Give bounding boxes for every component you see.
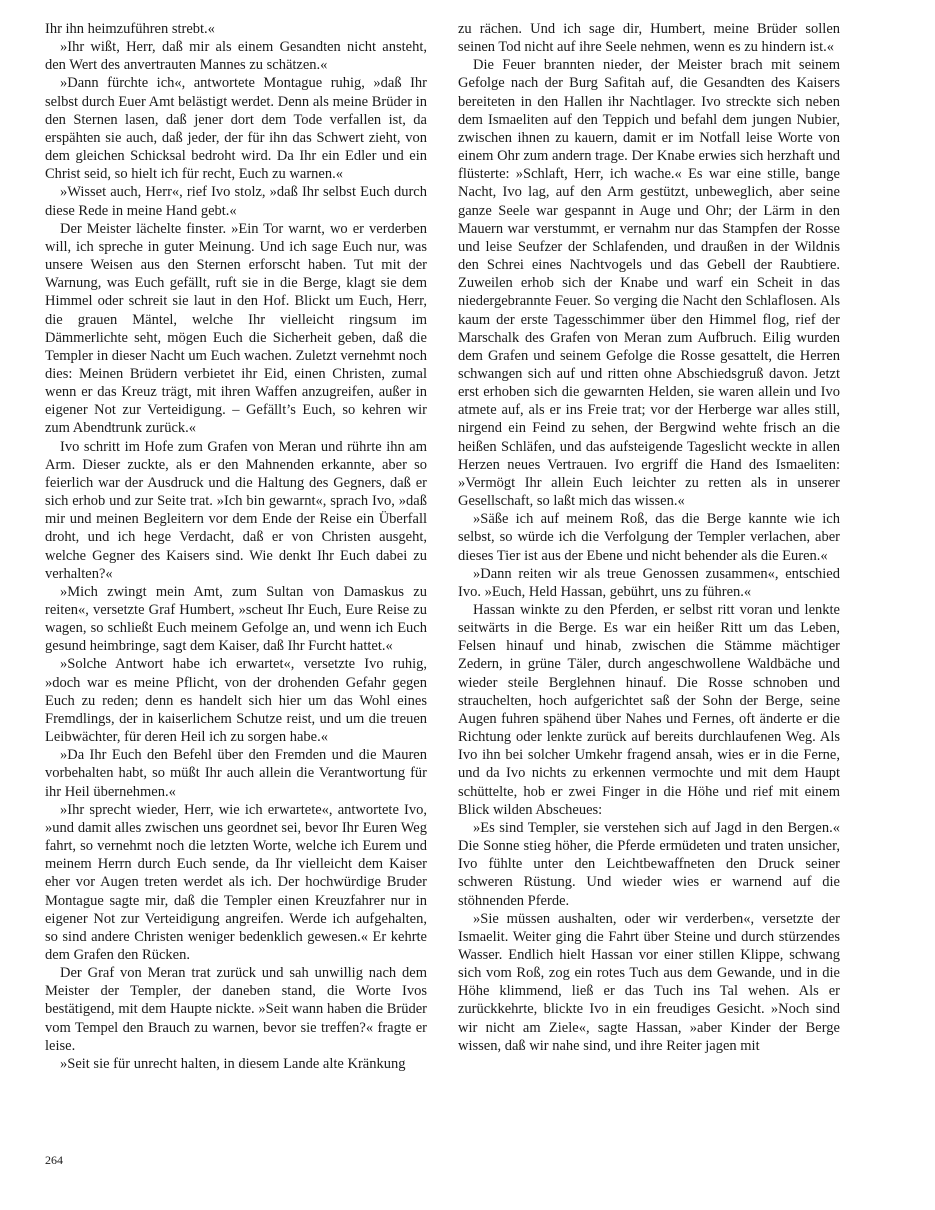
paragraph: »Dann fürchte ich«, antwortete Montague ruhig, »daß Ihr selbst durch Euer Amt belästigt werdet. Denn als meine Brüder in den Sternen lasen, daß jener dort dem Tode verfallen ist, da erspähten sie auch, daß jeder, der für ihn das Schwert zieht, von dem gleichen Schicksal bedroht wird. Da Ihr ein Edler und ein Christ seid, so hielt ich für recht, Euch zu warnen.« xyxy=(45,75,427,183)
paragraph: Der Graf von Meran trat zurück und sah unwillig nach dem Meister der Templer, der daneben stand, die Worte Ivos bestätigend, mit dem Haupte nickte. »Seit wann haben die Brüder vom Tempel den Brauch zu warnen, bevor sie treffen?« fragte er leise. xyxy=(45,965,427,1054)
paragraph: »Mich zwingt mein Amt, zum Sultan von Damaskus zu reiten«, versetzte Graf Humbert, »scheut Ihr Euch, Eure Reise zu wagen, so schließt Euch meinem Gefolge an, und wenn ich Euch gesund heimbringe, sagt dem Kaiser, daß Ihr Furcht hattet.« xyxy=(45,583,427,655)
left-column xyxy=(45,20,427,1073)
paragraph: »Seit sie für unrecht halten, in diesem Lande alte Kränkung xyxy=(60,1055,406,1072)
paragraph: Die Feuer brannten nieder, der Meister brach mit seinem Gefolge nach der Burg Safitah auf, die Gesandten des Kaisers bereiteten in den Hallen ihr Nachtlager. Ivo streckte sich neben dem Ismaeliten auf den Teppich und befahl dem jungen Nubier, zwischen ihnen zu kauern, damit er im Notfall leise Worte von einem Ohr zum andern trage. Der Knabe erwies sich herzhaft und flüsterte: »Schlaft, Herr, ich wache.« Es war eine stille, bange Nacht, Ivo lag, auf den Arm gestützt, unbeweglich, aber seine ganze Seele war gespannt in Auge und Ohr; der Lärm in den Mauern war verstummt, er vernahm nur das Stampfen der Rosse und leise Seufzer der Schlafenden, und draußen in der Wildnis den Schrei eines Nachtvogels und das Gebell der Raubtiere. Zuweilen erhob sich der Knabe und warf ein Scheit in das niedergebrannte Feuer. So verging die Nacht den Schlaflosen. Als kaum der erste Tagesschimmer über den Himmel flog, rief der Marschalk des Grafen von Meran zum Aufbruch. Eilig wurden dem Grafen und seinem Gefolge die Rosse gesattelt, die Herren schwangen sich auf und ritten ohne Abschiedsgruß davon. Jetzt erst erhoben sich die gewarnten Helden, sie waren allein und Ivo atmete auf, als er ins Freie trat; vor der Herberge war alles still, nirgend ein Feind zu sehen, der Bergwind wehte frisch an die heißen Schläfen, und das aufsteigende Tageslicht weckte in allen Herzen neues Vertrauen. Ivo ergriff die Hand des Ismaeliten: »Vermögt Ihr allein Euch leichter zu retten als in unserer Gesellschaft, so laßt mich das wissen.« xyxy=(458,57,840,510)
paragraph: »Wisset auch, Herr«, rief Ivo stolz, »daß Ihr selbst Euch durch diese Rede in meine Hand gebt.« xyxy=(45,184,427,219)
paragraph: »Da Ihr Euch den Befehl über den Fremden und die Mauren vorbehalten habt, so müßt Ihr auch allein die Verantwortung für ihr Heil übernehmen.« xyxy=(45,747,427,800)
paragraph: Hassan winkte zu den Pferden, er selbst ritt voran und lenkte seitwärts in die Berge. Es war ein heißer Ritt um das Leben, Felsen hinauf und hinab, zwischen die Stämme mächtiger Zedern, in grüne Täler, durch angeschwollene Waldbäche und wieder steile Berglehnen hinauf. Die Rosse schnoben und strauchelten, hoch aufgerichtet saß der Sohn der Berge, seine Augen fuhren spähend über Nahes und Fernes, oft änderte er die Richtung oder lenkte zurück auf bereits durchlaufenen Weg. Als Ivo ihn bei solcher Umkehr fragend ansah, wies er in die Ferne, und da Ivo nichts zu erkennen vermochte und mit dem Haupt schüttelte, hob er zwei Finger in die Höhe und rief mit einem Blick wilden Abscheues: xyxy=(458,602,840,818)
paragraph: Der Meister lächelte finster. »Ein Tor warnt, wo er verderben will, ich spreche in guter Meinung. Und ich sage Euch nur, was unsere Weisen aus den Sternen erforscht haben. Tut mit der Warnung, was Euch gefällt, ruft sie in die Berge, klagt sie dem Himmel oder schreit sie laut in den Hof. Blickt um Euch, Herr, die grauen Mäntel, welche Ihr vielleicht ringsum im Dämmerlichte seht, mögen Euch die Sicherheit geben, daß die Templer in dieser Nacht um Euch wachen. Zuletzt vernehmt noch dies: Meinen Brüdern verbietet ihr Eid, einen Christen, zumal wenn er das Kreuz trägt, mit ihren Waffen anzugreifen, außer in eigener Not zur Verteidigung. – Gefällt’s Euch, so kehren wir zum Abendtrunk zurück.« xyxy=(45,220,427,437)
paragraph: »Es sind Templer, sie verstehen sich auf Jagd in den Bergen.« Die Sonne stieg höher, die Pferde ermüdeten und traten unsicher, Ivo fühlte unter den Leichtbewaffneten den Druck seiner schweren Rüstung. Und wieder wies er warnend auf die stöhnenden Pferde. xyxy=(458,819,840,909)
paragraph: Ihr ihn heimzuführen strebt.« xyxy=(45,21,215,37)
paragraph: »Ihr sprecht wieder, Herr, wie ich erwartete«, antwortete Ivo, »und damit alles zwischen uns geordnet sei, bevor Ihr Euren Weg fahrt, so vernehmt noch die letzten Worte, welche ich Eurem und meinem Herrn durch Euch sende, da Ihr vielleicht dem Kaiser eher vor Augen treten werdet als ich. Der hochwürdige Bruder Montague sagte mir, daß die Templer einen Kreuzfahrer nur in eigener Not zur Verteidigung angreifen. Werde ich aufgehalten, so sind andere Christen weniger bedenklich gewesen.« Er kehrte dem Grafen den Rücken. xyxy=(45,801,427,963)
paragraph: »Solche Antwort habe ich erwartet«, versetzte Ivo ruhig, »doch war es meine Pflicht, von der drohenden Gefahr gegen Euch zu reden; denn es handelt sich hier um das Wohl eines Fremdlings, der in kaiserlichem Schutze reist, und um die treuen Leibwächter, für deren Heil ich zu sorgen habe.« xyxy=(45,656,427,746)
paragraph: »Ihr wißt, Herr, daß mir als einem Gesandten nicht ansteht, den Wert des anvertrauten Mannes zu schätzen.« xyxy=(45,39,427,74)
paragraph: »Dann reiten wir als treue Genossen zusammen«, entschied Ivo. »Euch, Held Hassan, gebührt, uns zu führen.« xyxy=(458,565,840,600)
paragraph: »Sie müssen aushalten, oder wir verderben«, versetzte der Ismaelit. Weiter ging die Fahrt über Steine und durch stürzendes Wasser. Endlich hielt Hassan vor einer stillen Klippe, schwang sich vom Roß, zog ein rotes Tuch aus dem Gewande, und in die Höhe klimmend, ließ er das Tuch ins Tal wehen. Als er zurückkehrte, blickte Ivo in ein freudiges Gesicht. »Noch sind wir nicht am Ziele«, sagte Hassan, »aber Kinder der Berge wissen, daß wir nahe sind, und ihre Reiter jagen mit xyxy=(458,910,840,1054)
page-number: 264 xyxy=(45,1153,63,1167)
paragraph: »Säße ich auf meinem Roß, das die Berge kannte wie ich selbst, so würde ich die Verfolgung der Templer verlachen, aber dieses Tier ist aus der Ebene und nicht behender als die Euren.« xyxy=(458,511,840,564)
paragraph: Ivo schritt im Hofe zum Grafen von Meran und rührte ihn am Arm. Dieser zuckte, als er den Mahnenden erkannte, aber so feierlich war der Ausdruck und die Haltung des Gegners, daß er sich erhob und zur Seite trat. »Ich bin gewarnt«, sprach Ivo, »daß mir und meinen Begleitern vor dem Ende der Reise ein Überfall droht, und ich hege Verdacht, daß er von Christen ausgeht, welche Gegner des Kaisers sind. Wie denkt Ihr Euch dabei zu verhalten?« xyxy=(45,438,427,582)
paragraph: zu rächen. Und ich sage dir, Humbert, meine Brüder sollen seinen Tod nicht auf ihre Seele nehmen, wenn es zu hindern ist.« xyxy=(458,21,840,56)
right-column xyxy=(458,20,840,1055)
